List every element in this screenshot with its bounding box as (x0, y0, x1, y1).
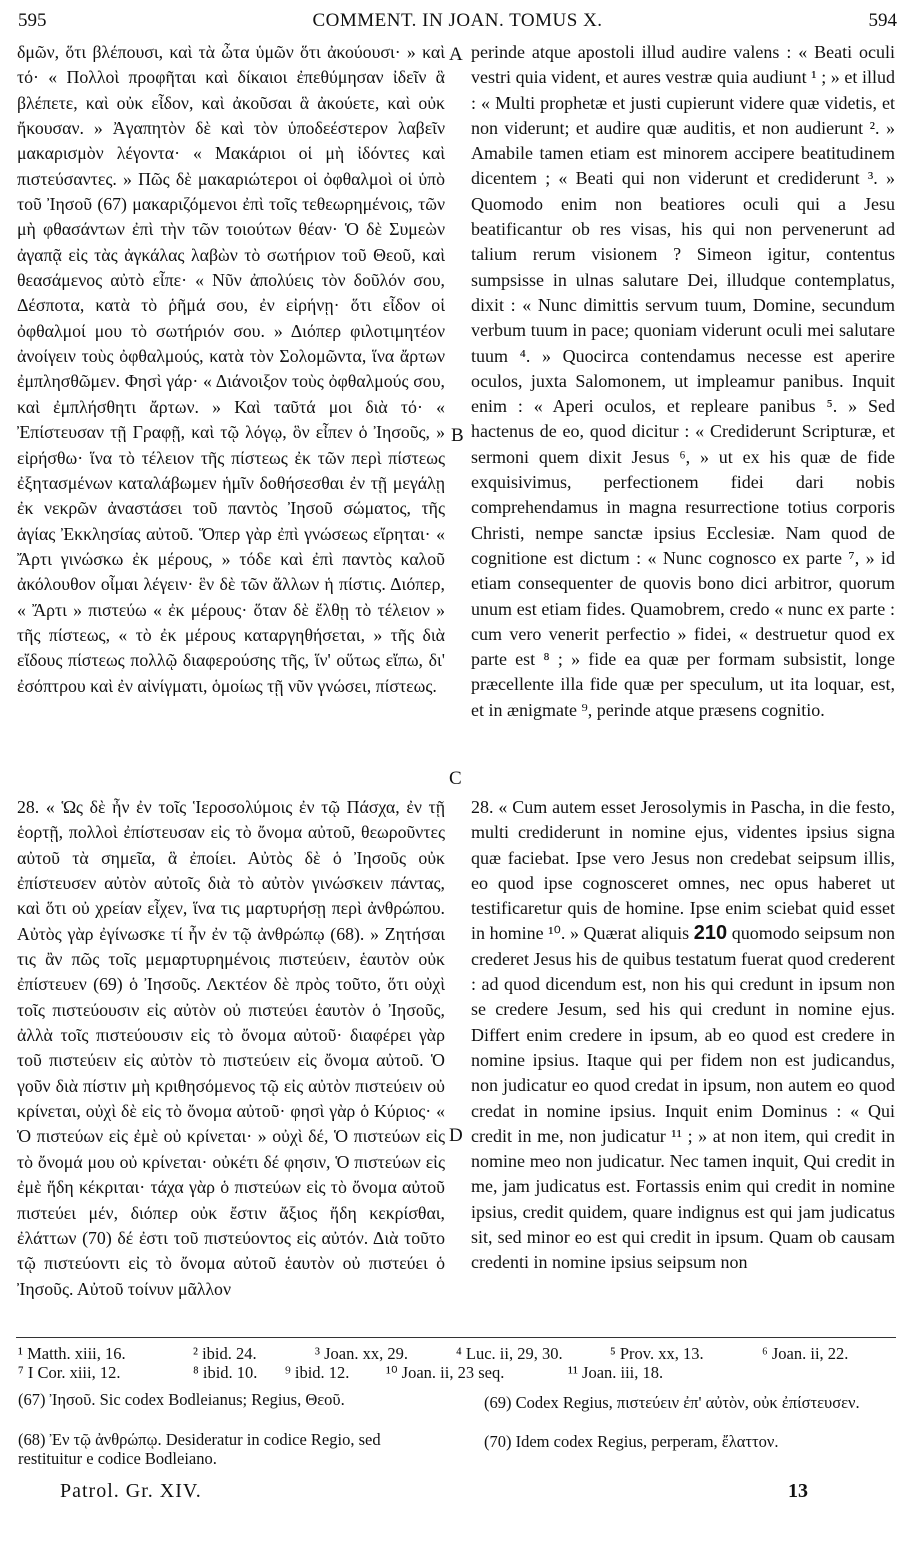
footnote-ref-10: ¹⁰ Joan. ii, 23 seq. (386, 1363, 505, 1382)
footnote-ref-6: ⁶ Joan. ii, 22. (762, 1344, 849, 1363)
footnote-ref-2: ² ibid. 24. (193, 1344, 257, 1363)
note-68: (68) Ἐν τῷ ἀνθρώπῳ. Desideratur in codice Regio, sed restituitur e codice Bodleiano. (18, 1430, 381, 1468)
footnote-ref-3: ³ Joan. xx, 29. (315, 1344, 408, 1363)
note-70: (70) Idem codex Regius, perperam, ἔλαττον. (484, 1432, 779, 1451)
footnote-ref-9: ⁹ ibid. 12. (285, 1363, 350, 1382)
page-number-right: 594 (868, 10, 897, 31)
footnote-ref-4: ⁴ Luc. ii, 29, 30. (456, 1344, 563, 1363)
footnote-rule (16, 1337, 896, 1338)
running-title: COMMENT. IN JOAN. TOMUS X. (312, 10, 603, 31)
signature-mark: 13 (788, 1480, 808, 1502)
greek-paragraph-1: δμῶν, ὅτι βλέπουσι, καὶ τὰ ὦτα ὑμῶν ὅτι ἀκούουσι· » καὶ τό· « Πολλοὶ προφῆται καὶ δίκαιοι ἐπεθύμησαν ἰδεῖν ἃ βλέπετε, καὶ οὐκ εἶδον, καὶ ἀκοῦσαι ἃ ἀκούετε, καὶ οὐκ ἤκουσαν. » Ἀγαπητὸν δὲ καὶ τὸν ὑποδεέστερον λαβεῖν μακαρισμὸν λέγοντα· « Μακάριοι οἱ μὴ ἰδόντες καὶ πιστεύσαντες. » Πῶς δὲ μακαριώτεροι οἱ ὀφθαλμοὶ οἱ ὑπὸ τοῦ Ἰησοῦ (67) μακαριζόμενοι ἐπὶ τοῖς τεθεωρημένοις, τῶν μὴ φθασάντων ἐπὶ τὴν τῶν τοιούτων θέαν· Ὁ δὲ Συμεὼν ἀγαπᾷ εἰς τὰς ἀγκάλας λαβὼν τὸ σωτήριον τοῦ Θεοῦ, καὶ θεασάμενος αὐτὸ εἶπε· « Νῦν ἀπολύεις τὸν δοῦλόν σου, Δέσποτα, κατὰ τὸ ῥῆμά σου, ἐν εἰρήνῃ· ὅτι εἶδον οἱ ὀφθαλμοί μου τὸ σωτήριόν σου. » Διόπερ φιλοτιμητέον ἀνοίγειν τοὺς ὀφθαλμούς, κατὰ τὸν Σολομῶντα, ἵνα ἄρτων ἐμπλησθῶμεν. Φησὶ γάρ· « Διάνοιξον τοὺς ὀφθαλμούς σου, καὶ ἐμπλήσθητι ἄρτων. » Καὶ ταῦτά μοι διὰ τό· « Ἐπίστευσαν τῇ Γραφῇ, καὶ τῷ λόγῳ, ὃν εἶπεν ὁ Ἰησοῦς, » εἰρήσθω· ἵνα τὸ τέλειον τῆς πίστεως ἐκ τῶν περὶ πίστεως ἐξητασμένων καταλάβωμεν ἡμῖν δοθήσεσθαι ἐν τῇ μεγάλῃ ἐκ νεκρῶν ἀναστάσει τοῦ παντὸς Ἰησοῦ σώματος, τῆς ἁγίας Ἐκκλησίας αὐτοῦ. Ὅπερ γὰρ ἐπὶ γνώσεως εἴρηται· « Ἄρτι γινώσκω ἐκ μέρους, » τόδε καὶ ἐπὶ παντὸς καλοῦ ἀκόλουθον οἶμαι λέγειν· ἓν δὲ τῶν ἄλλων ἡ πίστις. Διόπερ, « Ἄρτι » πιστεύω « ἐκ μέρους· ὅταν δὲ ἔλθῃ τὸ τέλειον » τῆς πίστεως, « τὸ ἐκ μέρους καταργηθήσεται, » τῆς διὰ εἴδους πίστεως πολλῷ διαφερούσης τῆς, ἵν' οὕτως εἴπω, δι' ἐσόπτρου καὶ ἐν αἰνίγματι, ὁμοίως τῇ νῦν γνώσει, πίστεως. (17, 42, 445, 696)
margin-marker-d: D (449, 1125, 463, 1146)
latin-paragraph-1: perinde atque apostoli illud audire valens : « Beati oculi vestri quia vident, et aures vestræ quia audiunt ¹ ; » et illud : « Multi prophetæ et justi cupierunt videre quæ videtis, et non viderunt; et audire quæ auditis, et non audierunt ². » Amabile tamen etiam est minorem accipere beatitudinem dicentem ; « Beati qui non viderunt et crediderunt ³. » Quomodo enim non beatiores oculi qui a Jesu beatificantur ob res visas, his qui non pervenerunt ad talium rerum visionem ? Simeon igitur, contentus sumpsisse in ulnas salutare Dei, illudque contemplatus, dixit : « Nunc dimittis servum tuum, Domine, secundum verbum tuum in pace; quoniam viderunt oculi mei salutare tuum ⁴. » Quocirca contendamus necesse est aperire oculos, juxta Salomonem, ut impleamur panibus. Inquit enim : « Aperi oculos, et repleare panibus ⁵. » Sed hactenus de eo, quod dicitur : « Crediderunt Scripturæ, et sermoni quem dixit Jesus ⁶, » ut ex his quæ de fide exquisivimus, perfectionem fidei dari nobis comprehendamus in magna resurrectione totius corporis Christi, nempe sanctæ ipsius Ecclesiæ. Nam quod de cognitione est dictum : « Nunc cognosco ex parte ⁷, » id etiam consequenter de quovis bono dici arbitror, quorum unum est etiam fides. Quamobrem, credo « nunc ex parte : cum vero venerit perfectio » fidei, « destruetur quod ex parte est ⁸ ; » fide ea quæ per formam subsistit, longe præcellente illa fide quæ per speculum, ut ita loquar, est, et in ænigmate ⁹, perinde atque præsens cognitio. (471, 42, 895, 720)
footnote-ref-1: ¹ Matth. xiii, 16. (18, 1344, 126, 1363)
latin-column-lower (471, 795, 895, 1276)
greek-paragraph-28: 28. « Ὡς δὲ ἦν ἐν τοῖς Ἱεροσολύμοις ἐν τῷ Πάσχα, ἐν τῇ ἑορτῇ, πολλοὶ ἐπίστευσαν εἰς τὸ ὄνομα αὐτοῦ, θεωροῦντες αὐτοῦ τὰ σημεῖα, ἃ ἐποίει. Αὐτὸς δὲ ὁ Ἰησοῦς οὐκ ἐπίστευσεν αὐτὸν αὐτοῖς διὰ τὸ αὐτὸν γινώσκειν πάντας, καὶ ὅτι οὐ χρείαν εἶχεν, ἵνα τις μαρτυρήσῃ περὶ ἀνθρώπου. Αὐτὸς γὰρ ἐγίνωσκε τί ἦν ἐν τῷ ἀνθρώπῳ (68). » Ζητήσαι τις ἂν πῶς τοῖς μεμαρτυρημένοις πιστεύειν, ἑαυτὸν οὐκ ἐπίστευεν (69) ὁ Ἰησοῦς. Λεκτέον δὲ πρὸς τοῦτο, ὅτι οὐχὶ τοῖς πιστεύουσιν εἰς αὐτὸν οὐ πιστεύει ἑαυτὸν ὁ Ἰησοῦς, ἀλλὰ τοῖς πιστεύουσιν εἰς τὸ ὄνομα αὐτοῦ· διαφέρει γὰρ τοῦ πιστεύειν εἰς αὐτὸν τὸ πιστεύειν εἰς ὄνομα αὐτοῦ. Ὁ γοῦν διὰ πίστιν μὴ κριθησόμενος τῷ εἰς αὐτὸν πιστεύειν οὐ κρίνεται, οὐχὶ δὲ εἰς τὸ ὄνομα αὐτοῦ· φησὶ γὰρ ὁ Κύριος· « Ὁ πιστεύων εἰς ἐμὲ οὐ κρίνεται· » οὐχὶ δέ, Ὁ πιστεύων εἰς τὸ ὄνομά μου οὐ κρίνεται· οὐκέτι δέ φησιν, Ὁ πιστεύων εἰς ἐμὲ ἤδη κέκριται· τάχα γὰρ ὁ πιστεύων εἰς τὸ ὄνομα αὐτοῦ πιστεύει μέν, διόπερ οὐκ ἔστιν ἄξιος ἤδη κεκρίσθαι, ἐλάττων (70) δέ ἐστι τοῦ πιστεύοντος εἰς αὐτόν. Διὰ τοῦτο τῷ πιστεύοντι εἰς τὸ ὄνομα αὐτοῦ ἑαυτὸν οὐ πιστεύει ὁ Ἰησοῦς. Αὐτοῦ τοίνυν μᾶλλον (17, 797, 445, 1299)
latin-text-after-colnum: quomodo seipsum non crederet Jesus his de quibus testatum fuerat quod crederent : ad quod dicendum est, non his qui credunt in ipsum non se credere Jesum, sed his qui credunt in nomine ejus. Differt enim credere in ipsum, ab eo quod est credere in nomine ipsius. Itaque qui per fidem non est judicandus, non judicatur eo quod credat in ipsum, non autem eo quod credat in nomine ipsius. Inquit enim Dominus : « Qui credit in me, non judicatur ¹¹ ; » at non item, qui credit in nomine meo non judicatur. Nec tamen inquit, Qui credit in me, jam judicatus est. Fortassis enim qui credit in nomine ipsius, credit quidem, quare indignus est qui jam judicatus sit, sed minor eo est qui credit in ipsum. Quam ob causam credenti in nomine ipsius seipsum non (471, 923, 896, 1273)
page-number-left: 595 (18, 10, 47, 31)
greek-column-upper (17, 40, 445, 699)
margin-marker-b: B (451, 425, 464, 446)
footnote-ref-5: ⁵ Prov. xx, 13. (610, 1344, 704, 1363)
series-footer: Patrol. Gr. XIV. (60, 1480, 202, 1502)
greek-column-lower (17, 795, 445, 1302)
note-69: (69) Codex Regius, πιστεύειν ἐπ' αὐτὸν, οὐκ ἐπίστευσεν. (484, 1393, 860, 1412)
footnote-ref-11: ¹¹ Joan. iii, 18. (568, 1363, 664, 1382)
latin-column-upper (471, 40, 895, 723)
latin-text-before-colnum: 28. « Cum autem esset Jerosolymis in Pascha, in die festo, multi crediderunt in nomine ejus, videntes ipsius signa quæ faciebat. Ipse vero Jesus non credebat seipsum illis, eo quod ipse cognosceret omnes, nec opus haberet ut testificaretur quis de homine. Ipse enim sciebat quid esset in homine ¹⁰. » Quærat aliquis (471, 797, 895, 944)
footnote-ref-7: ⁷ I Cor. xiii, 12. (18, 1363, 121, 1382)
footnote-ref-8: ⁸ ibid. 10. (193, 1363, 258, 1382)
latin-paragraph-28 (471, 795, 895, 1276)
margin-marker-c: C (449, 768, 462, 789)
column-number-inline: 210 (693, 922, 728, 945)
running-header (18, 6, 897, 34)
margin-marker-a: A (449, 44, 463, 65)
note-67: (67) Ἰησοῦ. Sic codex Bodleianus; Regius, Θεοῦ. (18, 1390, 345, 1409)
